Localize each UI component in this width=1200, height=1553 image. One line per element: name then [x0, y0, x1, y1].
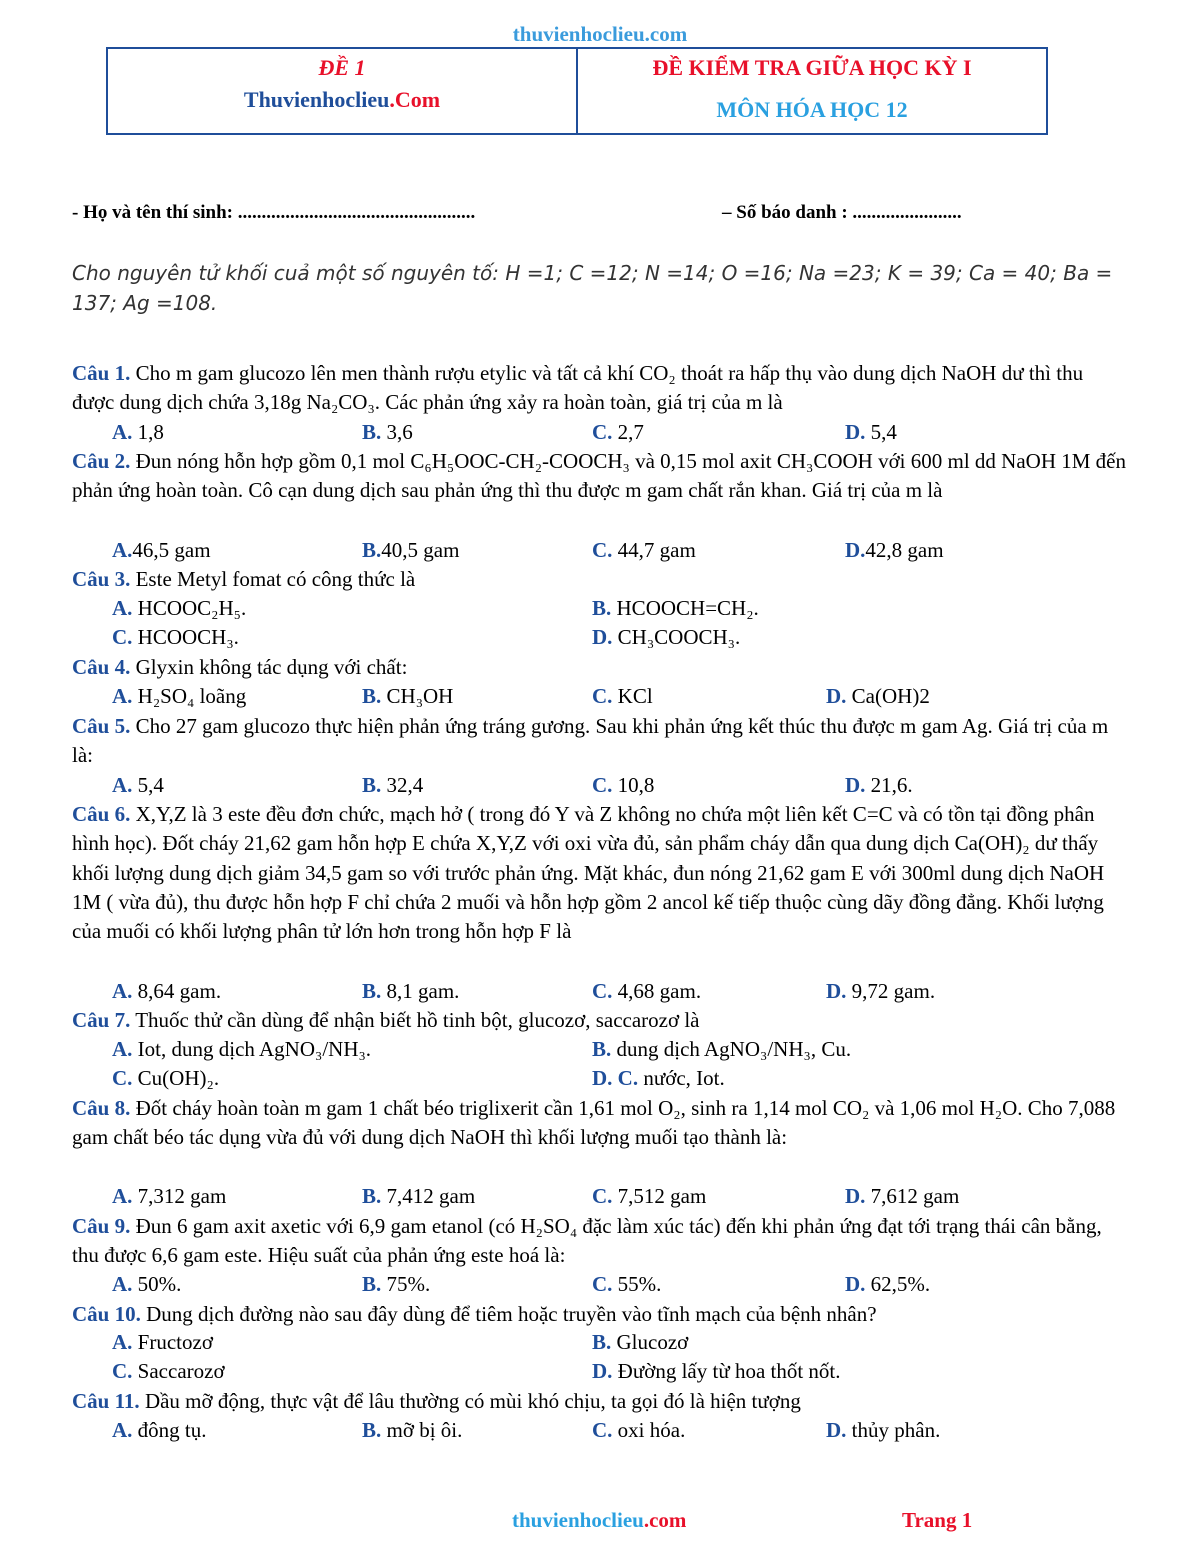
option-b[interactable]	[592, 594, 759, 623]
option-letter: A.	[112, 1272, 133, 1296]
option-a[interactable]	[112, 1328, 213, 1357]
question-text: Đun 6 gam axit axetic với 6,9 gam etanol (có H₂SO₄ đặc làm xúc tác) đến khi phản ứng đạt tới trạng thái cân bằng, thu được 6,6 gam este. Hiệu suất của phản ứng este hoá là:	[72, 1214, 1102, 1268]
question-label: Câu 3.	[72, 567, 131, 591]
option-text: 75%.	[381, 1272, 431, 1296]
option-letter: D.	[826, 1418, 847, 1442]
option-letter: B.	[362, 684, 382, 708]
option-text: 21,6.	[865, 773, 913, 797]
option-letter: A.	[112, 596, 133, 620]
question-text: Đun nóng hỗn hợp gồm 0,1 mol C₆H₅OOC-CH₂-COOCH₃ và 0,15 mol axit CH₃COOH với 600 ml dd NaOH 1M đến phản ứng hoàn toàn. Cô cạn dung dịch sau phản ứng thì thu được m gam chất rắn khan. Giá trị của m là	[72, 449, 1126, 503]
option-d[interactable]	[845, 1270, 930, 1299]
option-text: CH₃COOCH₃.	[612, 625, 741, 650]
option-letter: C.	[592, 773, 613, 797]
option-d[interactable]	[826, 977, 935, 1006]
site-url-top[interactable]: thuvienhoclieu.com	[512, 22, 688, 46]
option-letter: B.	[592, 596, 612, 620]
brand-tld: .Com	[389, 87, 441, 112]
option-a[interactable]	[112, 1416, 207, 1445]
option-text: HCOOCH=CH₂.	[611, 596, 759, 620]
option-text: 2,7	[612, 420, 644, 444]
option-text: 5,4	[132, 773, 164, 797]
option-letter: C.	[112, 1359, 133, 1384]
option-letter: C.	[112, 1066, 133, 1091]
option-letter: C.	[112, 625, 133, 650]
option-c[interactable]	[592, 977, 701, 1006]
option-text: Đường lấy từ hoa thốt nốt.	[612, 1359, 841, 1384]
option-a[interactable]	[112, 977, 221, 1006]
option-d[interactable]	[592, 1357, 841, 1386]
option-letter: B.	[362, 1418, 382, 1442]
option-a[interactable]	[112, 771, 164, 800]
option-letter: D.	[826, 979, 847, 1003]
option-text: Saccarozơ	[132, 1359, 225, 1384]
option-c[interactable]	[592, 771, 654, 800]
option-c[interactable]	[112, 623, 239, 652]
exam-title: ĐỀ KIỂM TRA GIỮA HỌC KỲ I	[652, 55, 972, 80]
option-text: HCOOC₂H₅.	[132, 596, 247, 620]
question-3	[72, 565, 1128, 594]
question-label: Câu 10.	[72, 1302, 141, 1326]
option-text: Glucozơ	[611, 1330, 689, 1354]
option-letter: D.	[592, 1359, 613, 1384]
option-a[interactable]	[112, 1182, 226, 1211]
option-a[interactable]	[112, 418, 164, 447]
question-text: Thuốc thử cần dùng để nhận biết hồ tinh bột, glucozơ, saccarozơ là	[130, 1008, 700, 1032]
option-text: 7,512 gam	[612, 1184, 707, 1208]
option-letter: C.	[592, 538, 613, 562]
option-text: 7,312 gam	[132, 1184, 227, 1208]
option-d[interactable]	[592, 1064, 725, 1093]
footer-site-tld: .com	[643, 1508, 687, 1532]
footer-site-name: thuvienhoclieu	[512, 1508, 644, 1532]
option-c[interactable]	[592, 418, 644, 447]
option-text: KCl	[612, 684, 653, 708]
candidate-id-label: – Số báo danh : .......................	[722, 202, 962, 223]
question-4	[72, 653, 1128, 682]
option-b[interactable]	[592, 1035, 851, 1064]
option-text: 50%.	[132, 1272, 182, 1296]
question-label: Câu 11.	[72, 1389, 140, 1413]
option-a[interactable]	[112, 682, 246, 711]
option-text: 40,5 gam	[381, 538, 460, 562]
option-d[interactable]	[845, 1182, 959, 1211]
option-b[interactable]	[362, 682, 453, 711]
subject-title: MÔN HÓA HỌC 12	[716, 97, 908, 122]
page-number: Trang 1	[902, 1508, 973, 1532]
option-text: Iot, dung dịch AgNO₃/NH₃.	[132, 1037, 372, 1061]
option-d[interactable]	[845, 771, 913, 800]
option-text: CH₃OH	[381, 684, 454, 708]
question-label: Câu 8.	[72, 1096, 131, 1120]
option-d[interactable]	[845, 418, 897, 447]
option-c[interactable]	[592, 682, 653, 711]
candidate-name-label: - Họ và tên thí sinh: ..................................................	[72, 202, 476, 223]
option-text: 42,8 gam	[865, 538, 944, 562]
option-b[interactable]	[362, 418, 413, 447]
option-text: 7,612 gam	[865, 1184, 960, 1208]
header-left	[108, 49, 578, 133]
brand-name: Thuvienhoclieu	[243, 87, 390, 112]
option-letter: A.	[112, 1037, 133, 1061]
question-10	[72, 1300, 1128, 1329]
option-letter: A.	[112, 773, 133, 797]
option-text: đông tụ.	[132, 1418, 207, 1442]
option-letter: D.	[826, 684, 847, 708]
option-letter: D.	[845, 538, 866, 562]
option-text: 10,8	[612, 773, 655, 797]
option-text: 8,1 gam.	[381, 979, 460, 1003]
option-text: 62,5%.	[865, 1272, 931, 1296]
candidate-info	[72, 202, 1132, 224]
option-letter: A.	[112, 979, 133, 1003]
option-letter: A.	[112, 1330, 133, 1354]
site-brand	[108, 87, 576, 113]
option-b[interactable]	[362, 1270, 430, 1299]
question-label: Câu 9.	[72, 1214, 131, 1238]
question-text: Đốt cháy hoàn toàn m gam 1 chất béo triglixerit cần 1,61 mol O₂, sinh ra 1,14 mol CO₂ và 1,06 mol H₂O. Cho 7,088 gam chất béo tác dụng vừa đủ với dung dịch NaOH thì khối lượng muối tạo thành là:	[72, 1096, 1116, 1150]
option-text: HCOOCH₃.	[132, 625, 239, 650]
option-text: 1,8	[132, 420, 164, 444]
option-a[interactable]	[112, 1035, 371, 1064]
option-text: mỡ bị ôi.	[381, 1418, 463, 1442]
atomic-mass-note: Cho nguyên tử khối cuả một số nguyên tố: H =1; C =12; N =14; O =16; Na =23; K = 39; Ca = 40; Ba = 137; Ag =108.	[72, 261, 1113, 315]
question-text: Glyxin không tác dụng với chất:	[130, 655, 408, 679]
header-right	[578, 49, 1046, 133]
option-text: Cu(OH)₂.	[132, 1066, 220, 1091]
option-letter: D.	[845, 773, 866, 797]
option-letter: A.	[112, 1184, 133, 1208]
option-b[interactable]	[362, 1416, 462, 1445]
option-text: Fructozơ	[132, 1330, 213, 1354]
option-text: oxi hóa.	[612, 1418, 686, 1442]
option-d[interactable]	[826, 682, 930, 711]
option-letter: B.	[362, 1272, 382, 1296]
option-letter: C.	[592, 979, 613, 1003]
question-text: X,Y,Z là 3 este đều đơn chức, mạch hở ( trong đó Y và Z không no chứa một liên kết C=C và có tồn tại đồng phân hình học). Đốt cháy 21,62 gam hỗn hợp E chứa X,Y,Z với oxi vừa đủ, sản phẩm cháy dẫn qua dung dịch Ca(OH)₂ dư thấy khối lượng dung dịch giảm 34,5 gam so với trước phản ứng. Mặt khác, đun nóng 21,62 gam E với 300ml dung dịch NaOH 1M ( vừa đủ), thu được hỗn hợp F chỉ chứa 2 muối và hỗn hợp gồm 2 ancol kế tiếp thuộc cùng dãy đồng đẳng. Khối lượng của muối có khối lượng phân tử lớn hơn trong hỗn hợp F là	[72, 802, 1105, 944]
option-letter: C.	[592, 1418, 613, 1442]
question-text: Dầu mỡ động, thực vật để lâu thường có mùi khó chịu, ta gọi đó là hiện tượng	[139, 1389, 801, 1413]
option-b[interactable]	[362, 536, 459, 565]
question-text: Cho 27 gam glucozo thực hiện phản ứng tráng gương. Sau khi phản ứng kết thúc thu được m gam Ag. Giá trị của m là:	[72, 714, 1109, 768]
option-a[interactable]	[112, 594, 246, 623]
question-text: Cho m gam glucozo lên men thành rượu etylic và tất cả khí CO₂ thoát ra hấp thụ vào dung dịch NaOH dư thì thu được dung dịch chứa 3,18g Na₂CO₃. Các phản ứng xảy ra hoàn toàn, giá trị của m là	[72, 361, 1084, 415]
option-c[interactable]	[112, 1357, 225, 1386]
option-letter: D. C.	[592, 1066, 639, 1091]
option-letter: B.	[362, 1184, 382, 1208]
option-letter: B.	[362, 538, 382, 562]
header-box	[106, 47, 1048, 135]
option-text: dung dịch AgNO₃/NH₃, Cu.	[611, 1037, 852, 1061]
option-letter: B.	[362, 979, 382, 1003]
question-label: Câu 7.	[72, 1008, 131, 1032]
option-b[interactable]	[362, 977, 459, 1006]
option-text: 4,68 gam.	[612, 979, 702, 1003]
option-b[interactable]	[362, 771, 423, 800]
question-11	[72, 1387, 1128, 1416]
option-text: 3,6	[381, 420, 413, 444]
option-d[interactable]	[845, 536, 944, 565]
question-8	[72, 1094, 1128, 1153]
question-text: Este Metyl fomat có công thức là	[130, 567, 416, 591]
option-letter: C.	[592, 420, 613, 444]
question-2	[72, 447, 1128, 506]
option-c[interactable]	[592, 1270, 661, 1299]
option-text: H₂SO₄ loãng	[132, 684, 247, 708]
option-letter: C.	[592, 1184, 613, 1208]
option-text: 5,4	[865, 420, 897, 444]
option-letter: B.	[362, 773, 382, 797]
footer-site[interactable]	[512, 1508, 686, 1533]
question-1	[72, 359, 1128, 418]
question-6	[72, 800, 1128, 946]
option-text: Ca(OH)2	[846, 684, 930, 708]
option-letter: B.	[362, 420, 382, 444]
exam-number: ĐỀ 1	[318, 55, 366, 80]
question-9	[72, 1212, 1128, 1271]
question-label: Câu 5.	[72, 714, 131, 738]
option-text: 44,7 gam	[612, 538, 696, 562]
question-7	[72, 1006, 1128, 1035]
question-label: Câu 4.	[72, 655, 131, 679]
question-5	[72, 712, 1128, 771]
option-letter: C.	[592, 684, 613, 708]
option-letter: D.	[845, 1272, 866, 1296]
option-b[interactable]	[592, 1328, 688, 1357]
option-letter: D.	[845, 1184, 866, 1208]
option-letter: B.	[592, 1330, 612, 1354]
option-text: thủy phân.	[846, 1418, 941, 1442]
option-letter: C.	[592, 1272, 613, 1296]
option-letter: A.	[112, 538, 133, 562]
option-letter: B.	[592, 1037, 612, 1061]
option-a[interactable]	[112, 1270, 181, 1299]
option-letter: A.	[112, 1418, 133, 1442]
question-label: Câu 2.	[72, 449, 131, 473]
option-text: 55%.	[612, 1272, 662, 1296]
option-d[interactable]	[592, 623, 740, 652]
option-a[interactable]	[112, 536, 211, 565]
option-letter: D.	[845, 420, 866, 444]
option-b[interactable]	[362, 1182, 475, 1211]
question-text: Dung dịch đường nào sau đây dùng để tiêm hoặc truyền vào tĩnh mạch của bệnh nhân?	[140, 1302, 877, 1326]
option-c[interactable]	[592, 1416, 685, 1445]
question-label: Câu 6.	[72, 802, 131, 826]
option-text: 9,72 gam.	[846, 979, 936, 1003]
option-letter: D.	[592, 625, 613, 650]
option-letter: A.	[112, 420, 133, 444]
option-text: 46,5 gam	[132, 538, 211, 562]
option-c[interactable]	[592, 536, 696, 565]
option-letter: A.	[112, 684, 133, 708]
option-c[interactable]	[112, 1064, 219, 1093]
option-text: nước, Iot.	[638, 1066, 725, 1091]
question-label: Câu 1.	[72, 361, 131, 385]
option-c[interactable]	[592, 1182, 706, 1211]
option-text: 8,64 gam.	[132, 979, 222, 1003]
option-d[interactable]	[826, 1416, 940, 1445]
option-text: 7,412 gam	[381, 1184, 476, 1208]
option-text: 32,4	[381, 773, 424, 797]
